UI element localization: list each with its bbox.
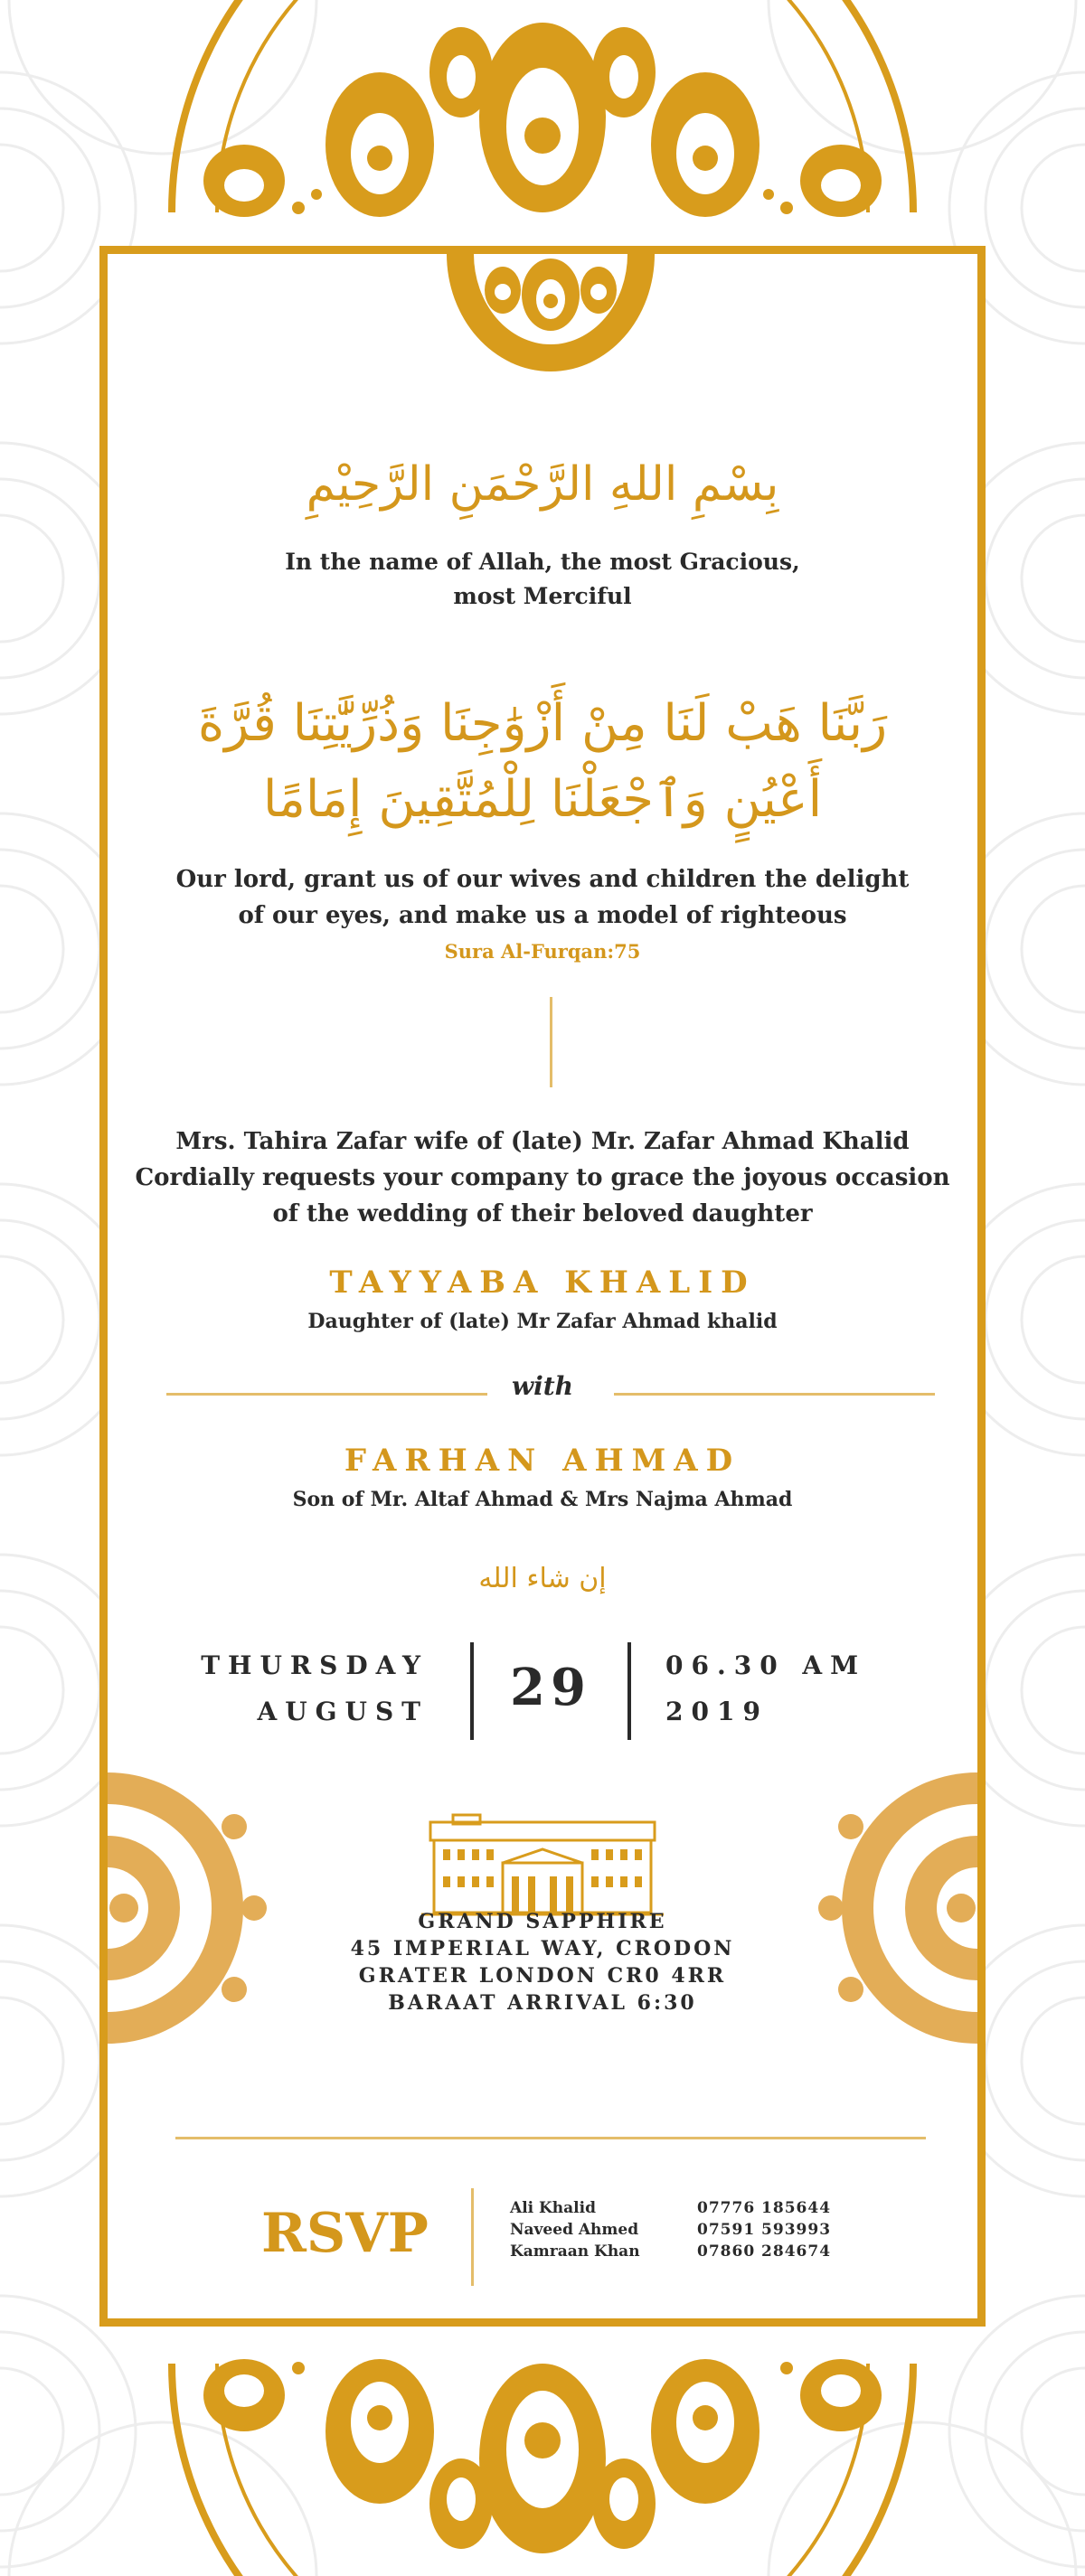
bride-parentage: Daughter of (late) Mr Zafar Ahmad khalid bbox=[307, 1310, 778, 1333]
date-day: 29 bbox=[510, 1658, 591, 1717]
rsvp-contact-phone: 07591 593993 bbox=[697, 2221, 832, 2239]
bottom-mandala-ornament bbox=[163, 2350, 922, 2576]
rsvp-contact-name: Kamraan Khan bbox=[510, 2242, 640, 2261]
rsvp-contact-name: Ali Khalid bbox=[510, 2199, 596, 2217]
bride-name: TAYYABA KHALID bbox=[329, 1264, 756, 1301]
invitation-text: Mrs. Tahira Zafar wife of (late) Mr. Zafar Ahmad Khalid Cordially requests your company to grace the joyous occasion of the wedding of their beloved daughter bbox=[135, 1128, 950, 1227]
rsvp-contact-name: Naveed Ahmed bbox=[510, 2221, 639, 2239]
verse-reference: Sura Al-Furqan:75 bbox=[444, 940, 641, 963]
with-connector: with bbox=[511, 1371, 574, 1401]
bismillah-translation: In the name of Allah, the most Gracious, most Merciful bbox=[285, 549, 800, 609]
bismillah-arabic: بِسْمِ اللهِ الرَّحْمَنِ الرَّحِيْمِ bbox=[306, 457, 779, 512]
rsvp-label: RSVP bbox=[261, 2202, 429, 2265]
inshallah-arabic: إن شاء الله bbox=[478, 1563, 607, 1594]
groom-name: FARHAN AHMAD bbox=[344, 1443, 741, 1479]
quran-verse-arabic: رَبَّنَا هَبْ لَنَا مِنْ أَزْوَٰجِنَا وَذُرِّيَّٰتِنَا قُرَّةَ أَعْيُنٍ وَٱجْعَلْنَا لِلْمُتَّقِينَ إِمَامًا bbox=[197, 694, 888, 829]
venue-building-icon bbox=[421, 1813, 664, 1917]
top-mandala-ornament bbox=[163, 0, 922, 226]
groom-parentage: Son of Mr. Altaf Ahmad & Mrs Najma Ahmad bbox=[292, 1488, 793, 1511]
rsvp-divider-line bbox=[175, 2137, 926, 2139]
date-weekday: THURSDAY bbox=[201, 1650, 429, 1680]
date-month: AUGUST bbox=[257, 1697, 429, 1726]
rsvp-vertical-divider bbox=[471, 2188, 474, 2286]
venue-address: GRAND SAPPHIRE 45 IMPERIAL WAY, CRODON GRATER LONDON CR0 4RR BARAAT ARRIVAL 6:30 bbox=[350, 1910, 735, 2015]
rsvp-contact-phones bbox=[697, 2197, 831, 2262]
invitation-card bbox=[99, 246, 986, 2327]
verse-translation: Our lord, grant us of our wives and children the delight of our eyes, and make us a model of righteous bbox=[175, 866, 910, 929]
date-year: 2019 bbox=[665, 1697, 769, 1726]
date-divider-right bbox=[627, 1642, 631, 1740]
card-top-mandala-ornament bbox=[447, 254, 655, 381]
rsvp-contact-phone: 07776 185644 bbox=[697, 2199, 832, 2217]
rsvp-contact-phone: 07860 284674 bbox=[697, 2242, 832, 2261]
vertical-divider bbox=[550, 997, 552, 1087]
rsvp-contact-names bbox=[510, 2197, 640, 2262]
with-line-right bbox=[614, 1393, 935, 1396]
date-time: 06.30 AM bbox=[665, 1650, 867, 1680]
